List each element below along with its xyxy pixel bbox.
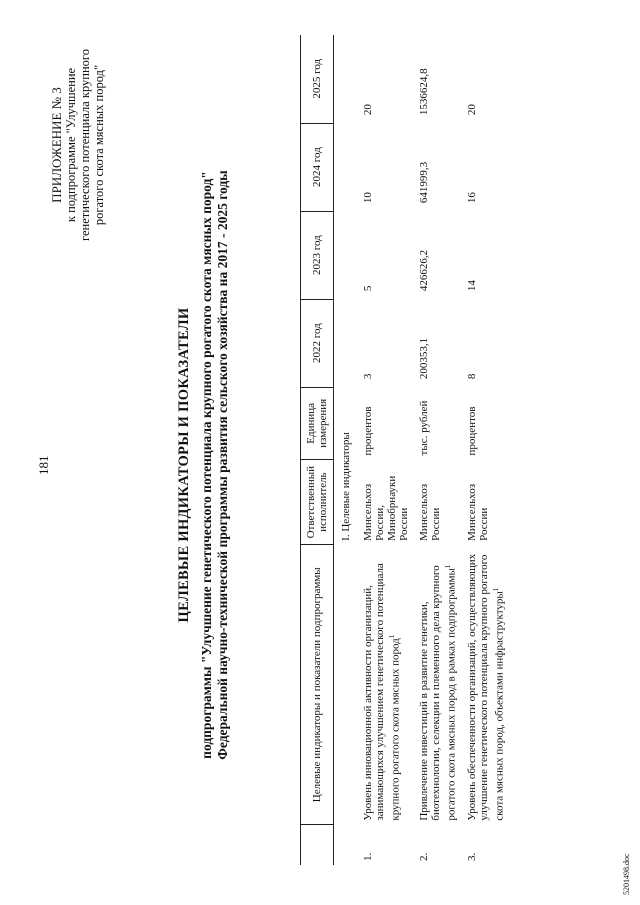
document-heading <box>176 115 231 815</box>
appendix-title: ПРИЛОЖЕНИЕ № 3 <box>49 87 64 203</box>
row-value-2022: 200353,1 <box>418 337 430 380</box>
heading-subtitle-1: подпрограммы "Улучшение генетического потенциала крупного рогатого скота мясных пород" <box>199 171 214 759</box>
header-2022: 2022 год <box>301 299 334 387</box>
row-executor: Минсельхоз России, Минобрнауки России <box>362 475 410 541</box>
section-title: I. Целевые индикаторы <box>340 432 352 541</box>
footnote-mark: 1 <box>444 564 452 569</box>
row-unit: процентов <box>362 406 374 456</box>
row-value-2023: 426626,2 <box>418 249 430 292</box>
heading-title: ЦЕЛЕВЫЕ ИНДИКАТОРЫ И ПОКАЗАТЕЛИ <box>176 307 192 623</box>
heading-subtitle-2: Федеральной научно-технической программы развития сельского хозяйства на 2017 - 2025 годы <box>215 170 230 760</box>
header-2023: 2023 год <box>301 211 334 299</box>
row-number: 1. <box>362 852 374 861</box>
row-value-2025: 20 <box>362 104 374 116</box>
row-value-2025: 20 <box>465 104 478 116</box>
header-executor: Ответственный исполнитель <box>301 459 334 544</box>
table-header-row <box>301 35 334 865</box>
footnote-mark: 1 <box>388 634 396 639</box>
header-unit: Единица измерения <box>301 387 334 459</box>
row-value-2024: 10 <box>362 192 374 204</box>
row-unit: процентов <box>465 406 478 456</box>
table-section-row <box>334 35 359 865</box>
row-value-2024: 641999,3 <box>418 161 430 204</box>
appendix-header <box>50 25 106 265</box>
row-executor: Минсельхоз России <box>418 483 442 541</box>
header-2025: 2025 год <box>301 35 334 123</box>
row-value-2023: 14 <box>465 280 478 292</box>
row-value-2022: 3 <box>362 373 374 380</box>
table-row <box>358 35 414 865</box>
footnote-mark: 1 <box>491 587 500 592</box>
appendix-line-3: рогатого скота мясных пород" <box>92 64 106 226</box>
header-indicators: Целевые индикаторы и показатели подпрограммы <box>301 545 334 825</box>
row-indicator: Уровень обеспеченности организаций, осуществляющих улучшение генетического потенциала крупного рогатого скота мясных пород, объектами инфраструктуры$^1$ <box>465 553 506 821</box>
table-row <box>414 35 462 865</box>
row-unit: тыс. рублей <box>418 400 430 456</box>
table-row <box>462 35 510 865</box>
header-2024: 2024 год <box>301 123 334 211</box>
indicators-table <box>300 35 509 865</box>
appendix-line-1: к подпрограмме "Улучшение <box>64 67 78 223</box>
appendix-line-2: генетического потенциала крупного <box>78 49 92 241</box>
header-number <box>301 825 334 865</box>
row-value-2022: 8 <box>465 373 478 380</box>
row-value-2025: 1536624,8 <box>418 68 430 116</box>
row-value-2024: 16 <box>465 192 478 204</box>
page-number: 181 <box>36 455 51 475</box>
row-executor: Минсельхоз России <box>465 483 490 541</box>
row-indicator: Уровень инновационной активности организаций, занимающихся улучшением генетического потенциала крупного рогатого скота мясных пород$^1$ <box>362 563 402 821</box>
row-indicator: Привлечение инвестиций в развитие генетики, биотехнологии, селекции и племенного дела крупного рогатого скота мясных пород в рамках подпрограммы$^1$ <box>418 564 458 821</box>
row-value-2023: 5 <box>362 285 374 292</box>
row-number: 2. <box>418 852 430 861</box>
row-number: 3. <box>465 852 478 861</box>
document-file-name: 5201498.doc <box>622 853 631 895</box>
